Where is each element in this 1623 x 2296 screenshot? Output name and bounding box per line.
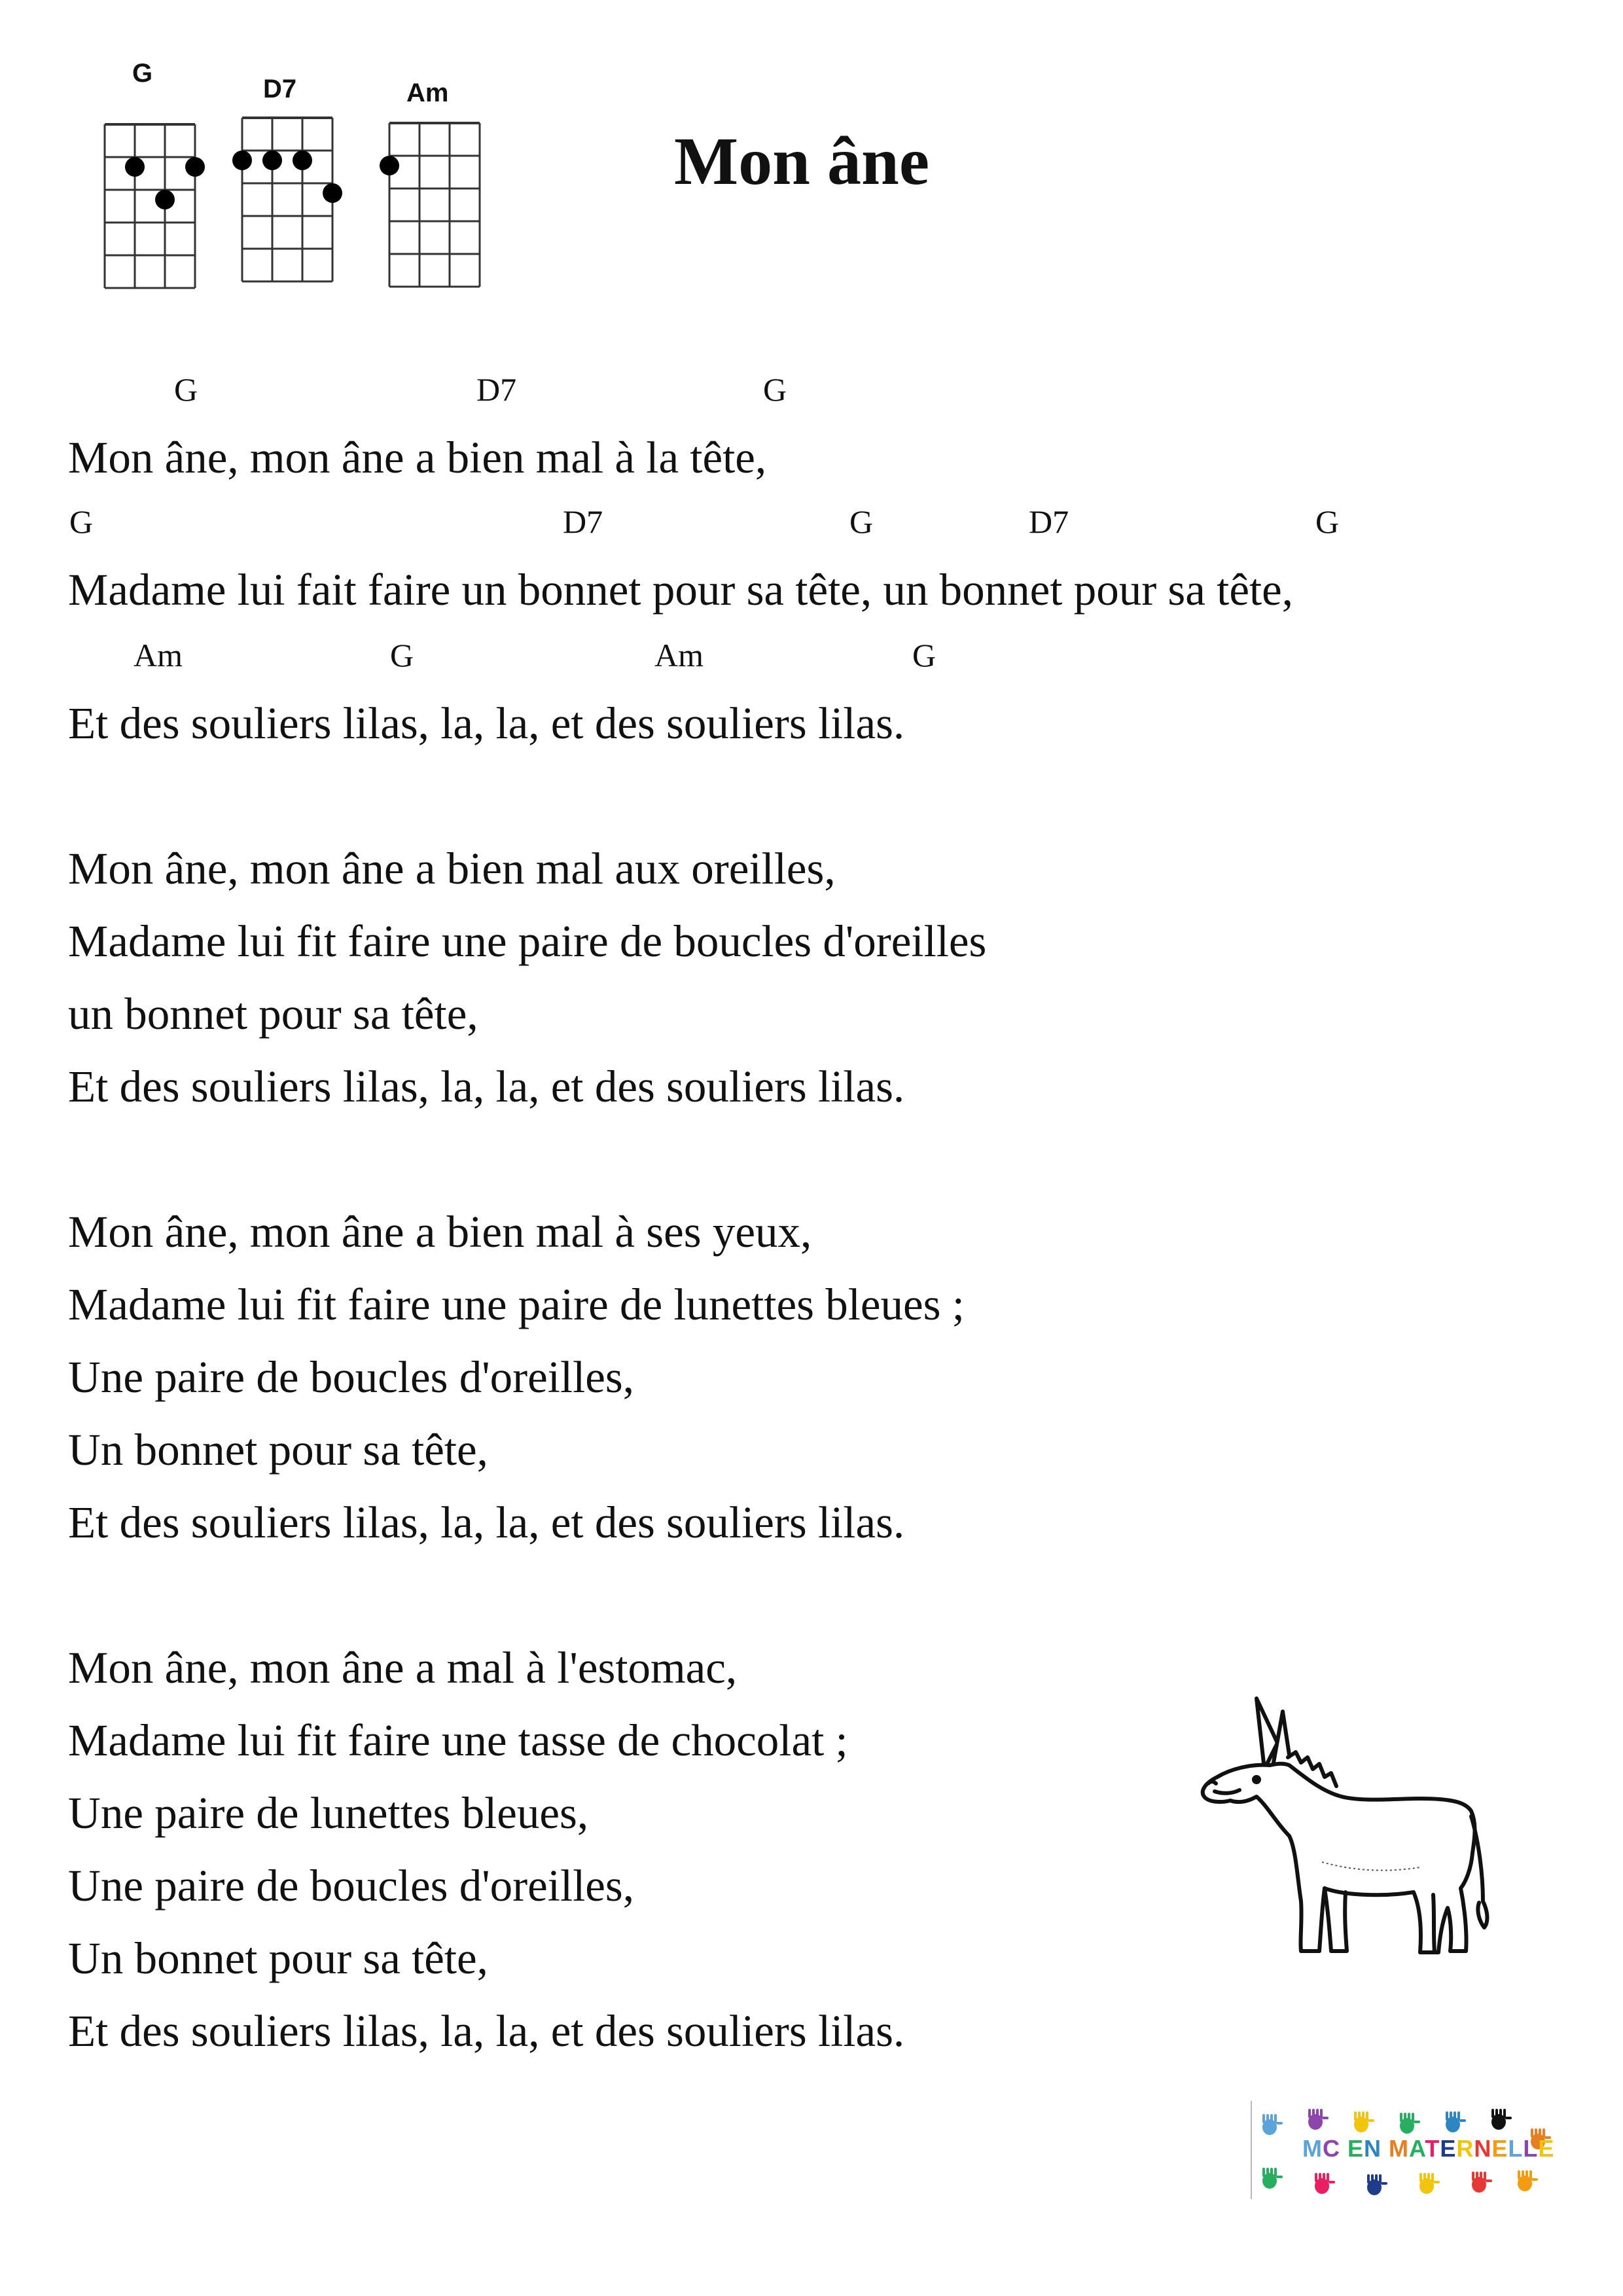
chord-label: G (69, 503, 94, 540)
chord-label: D7 (563, 503, 603, 540)
lyric-line: Mon âne, mon âne a mal à l'estomac, (68, 1643, 738, 1693)
chord-label: G (390, 637, 414, 673)
logo-text (1302, 2135, 1554, 2162)
handprint-icon (1315, 2173, 1335, 2194)
logo-letter: M (1302, 2135, 1323, 2162)
lyric-line: Une paire de lunettes bleues, (68, 1788, 589, 1838)
mc-en-maternelle-logo (1250, 2101, 1564, 2199)
lyric-line: Mon âne, mon âne a bien mal à la tête, (68, 433, 767, 482)
handprint-icon (1491, 2109, 1512, 2130)
lyric-line: Et des souliers lilas, la, la, et des souliers lilas. (68, 2006, 905, 2056)
lyric-line: Et des souliers lilas, la, la, et des souliers lilas. (68, 698, 905, 748)
handprint-icon (1446, 2111, 1466, 2132)
logo-letter: M (1389, 2135, 1410, 2162)
chord-label: D7 (476, 371, 517, 408)
lyric-line: Madame lui fit faire une paire de boucles d'oreilles (68, 916, 987, 966)
chord-finger-dot (380, 156, 399, 175)
handprint-icon (1518, 2170, 1538, 2191)
logo-letter: E (1538, 2135, 1555, 2162)
logo-letter (1340, 2135, 1347, 2162)
logo-letter: T (1425, 2135, 1440, 2162)
logo-letter: C (1323, 2135, 1340, 2162)
logo-letter: E (1440, 2135, 1457, 2162)
chord-diagram-grid (383, 59, 488, 301)
chord-finger-dot (155, 190, 175, 209)
lyric-line: Madame lui fit faire une tasse de chocolat ; (68, 1715, 848, 1765)
handprint-icon (1354, 2111, 1374, 2132)
lyric-line: Une paire de boucles d'oreilles, (68, 1352, 635, 1402)
lyric-line: Mon âne, mon âne a bien mal aux oreilles, (68, 844, 836, 893)
handprint-icon (1262, 2168, 1283, 2189)
chord-label: G (912, 637, 936, 673)
logo-letter: E (1347, 2135, 1364, 2162)
lyric-line: Et des souliers lilas, la, la, et des souliers lilas. (68, 1498, 905, 1547)
handprint-icon (1262, 2114, 1283, 2135)
handprint-icon (1367, 2174, 1387, 2195)
chord-finger-dot (323, 183, 342, 203)
logo-letter: E (1491, 2135, 1508, 2162)
lyric-line: Mon âne, mon âne a bien mal à ses yeux, (68, 1207, 812, 1257)
chord-finger-dot (125, 157, 145, 177)
handprint-icon (1419, 2173, 1440, 2194)
chord-label: G (849, 503, 874, 540)
chord-label: D7 (1029, 503, 1069, 540)
handprint-icon (1400, 2113, 1420, 2134)
chord-label: G (1315, 503, 1340, 540)
handprint-icon (1472, 2172, 1492, 2193)
chord-label: Am (134, 637, 183, 673)
lyric-line: Et des souliers lilas, la, la, et des souliers lilas. (68, 1062, 905, 1111)
handprint-icon (1308, 2109, 1329, 2130)
logo-letter: L (1508, 2135, 1524, 2162)
chord-label: Am (654, 637, 704, 673)
chord-finger-dot (232, 151, 252, 170)
lyric-line: un bonnet pour sa tête, (68, 989, 478, 1039)
donkey-illustration (1191, 1692, 1492, 1973)
lyric-line: Une paire de boucles d'oreilles, (68, 1861, 635, 1910)
chord-finger-dot (262, 151, 282, 170)
logo-letter: R (1456, 2135, 1474, 2162)
chord-label: G (763, 371, 787, 408)
lyric-line: Madame lui fait faire un bonnet pour sa tête, un bonnet pour sa tête, (68, 565, 1293, 615)
chord-diagram-name: G (132, 59, 153, 88)
logo-letter: L (1523, 2135, 1539, 2162)
logo-letter: N (1474, 2135, 1492, 2162)
logo-letter (1382, 2135, 1389, 2162)
chord-label: G (174, 371, 198, 408)
chord-finger-dot (185, 157, 205, 177)
chord-diagram-name: Am (406, 79, 449, 107)
lyric-line: Un bonnet pour sa tête, (68, 1425, 488, 1475)
chord-finger-dot (293, 151, 312, 170)
chord-diagram-grid (98, 59, 203, 301)
chord-diagram-grid (236, 59, 340, 301)
lyric-line: Un bonnet pour sa tête, (68, 1933, 488, 1983)
logo-letter: A (1409, 2135, 1425, 2162)
logo-letter: N (1364, 2135, 1382, 2162)
lyric-line: Madame lui fit faire une paire de lunettes bleues ; (68, 1280, 965, 1329)
page-title: Mon âne (674, 124, 929, 199)
chord-diagram-name: D7 (263, 75, 297, 103)
